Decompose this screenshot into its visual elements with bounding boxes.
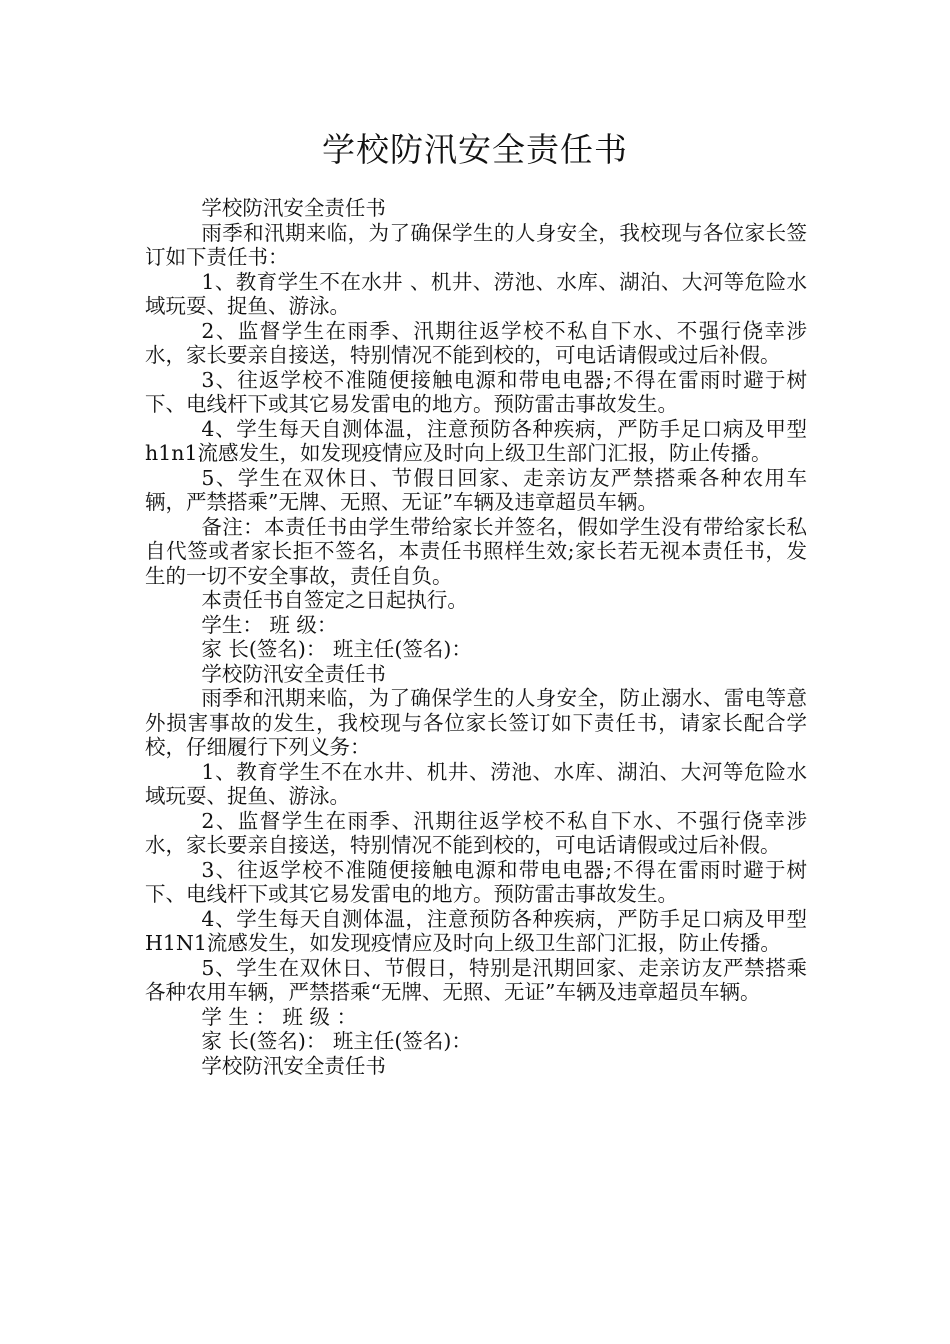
- paragraph: 2、监督学生在雨季、汛期往返学校不私自下水、不强行侥幸涉水，家长要亲自接送，特别情况不能到校的，可电话请假或过后补假。: [145, 808, 807, 857]
- paragraph: 备注：本责任书由学生带给家长并签名，假如学生没有带给家长私自代签或者家长拒不签名，本责任书照样生效;家长若无视本责任书，发生的一切不安全事故，责任自负。: [145, 514, 807, 588]
- paragraph: 学生： 班 级：: [201, 612, 338, 637]
- paragraph: 学 生 ： 班 级 ：: [201, 1004, 357, 1029]
- document-title: 学校防汛安全责任书: [322, 130, 628, 169]
- paragraph: 学校防汛安全责任书: [201, 661, 386, 686]
- document-body: [145, 196, 807, 1078]
- paragraph: 4、学生每天自测体温，注意预防各种疾病，严防手足口病及甲型h1n1流感发生，如发现疫情应及时向上级卫生部门汇报，防止传播。: [145, 416, 807, 465]
- paragraph: 5、学生在双休日、节假日回家、走亲访友严禁搭乘各种农用车辆，严禁搭乘”无牌、无照、无证”车辆及违章超员车辆。: [145, 465, 807, 514]
- paragraph: 学校防汛安全责任书: [201, 196, 386, 220]
- paragraph: 家 长(签名)： 班主任(签名)：: [201, 637, 472, 661]
- paragraph: 5、学生在双休日、节假日，特别是汛期回家、走亲访友严禁搭乘各种农用车辆，严禁搭乘“无牌、无照、无证”车辆及违章超员车辆。: [145, 955, 807, 1004]
- paragraph: 2、监督学生在雨季、汛期往返学校不私自下水、不强行侥幸涉水，家长要亲自接送，特别情况不能到校的，可电话请假或过后补假。: [145, 318, 807, 367]
- paragraph: 1、教育学生不在水井 、机井、涝池、水库、湖泊、大河等危险水域玩耍、捉鱼、游泳。: [145, 269, 807, 318]
- paragraph: 雨季和汛期来临，为了确保学生的人身安全，我校现与各位家长签订如下责任书：: [145, 220, 807, 269]
- paragraph: 学校防汛安全责任书: [201, 1053, 386, 1078]
- paragraph: 家 长(签名)： 班主任(签名)：: [201, 1029, 472, 1053]
- paragraph: 4、学生每天自测体温，注意预防各种疾病，严防手足口病及甲型H1N1流感发生，如发现疫情应及时向上级卫生部门汇报，防止传播。: [145, 906, 807, 955]
- paragraph: 3、往返学校不准随便接触电源和带电电器;不得在雷雨时避于树下、电线杆下或其它易发雷电的地方。预防雷击事故发生。: [145, 367, 807, 416]
- paragraph: 1、教育学生不在水井、机井、涝池、水库、湖泊、大河等危险水域玩耍、捉鱼、游泳。: [145, 759, 807, 808]
- paragraph: 雨季和汛期来临，为了确保学生的人身安全，防止溺水、雷电等意外损害事故的发生，我校现与各位家长签订如下责任书，请家长配合学校，仔细履行下列义务：: [145, 686, 807, 759]
- paragraph: 3、往返学校不准随便接触电源和带电电器;不得在雷雨时避于树下、电线杆下或其它易发雷电的地方。预防雷击事故发生。: [145, 857, 807, 906]
- paragraph: 本责任书自签定之日起执行。: [201, 588, 468, 612]
